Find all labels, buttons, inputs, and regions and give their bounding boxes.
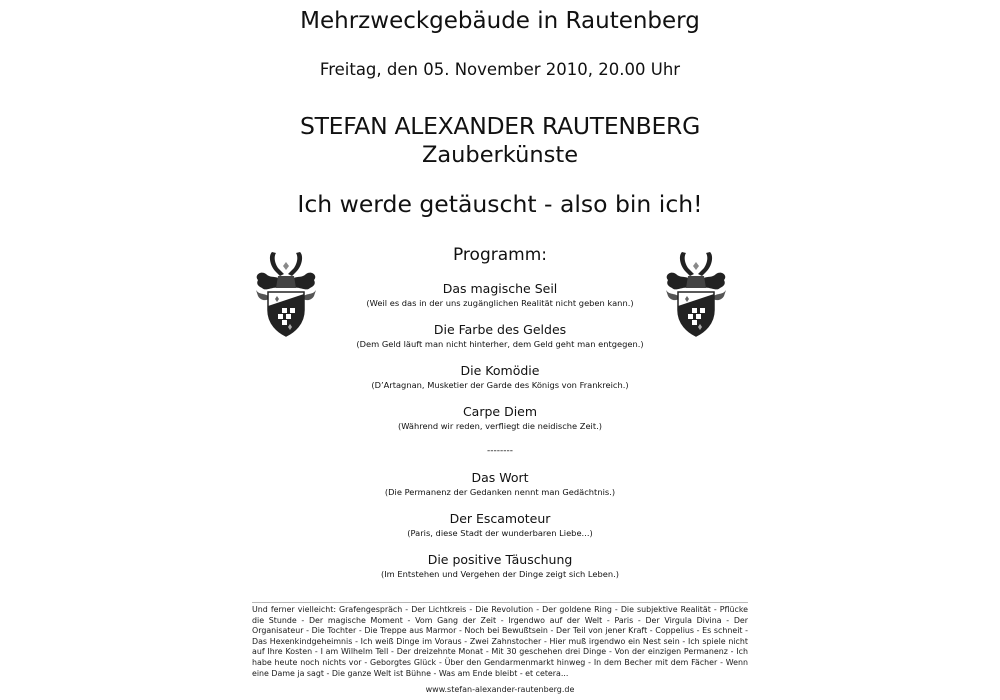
program-item-title: Carpe Diem [462, 404, 538, 419]
program-item [250, 281, 750, 309]
program-item-desc: (Dem Geld läuft man nicht hinterher, dem Geld geht man entgegen.) [356, 339, 644, 349]
footer-divider [252, 602, 748, 603]
event-date: Freitag, den 05. November 2010, 20.00 Uhr [319, 60, 681, 79]
website-link[interactable]: www.stefan-alexander-rautenberg.de [425, 685, 575, 694]
performance-subtitle: Zauberkünste [421, 142, 579, 168]
program-item-title: Die Farbe des Geldes [433, 322, 567, 337]
motto: Ich werde getäuscht - also bin ich! [297, 190, 703, 218]
program-item-desc: (Im Entstehen und Vergehen der Dinge zeigt sich Leben.) [380, 569, 620, 579]
program-item-title: Die Komödie [460, 363, 540, 378]
program-item [250, 404, 750, 432]
program-item-title: Die positive Täuschung [427, 552, 573, 567]
venue-heading: Mehrzweckgebäude in Rautenberg [300, 8, 700, 34]
performer-name: STEFAN ALEXANDER RAUTENBERG [300, 112, 700, 140]
further-acts-text: Und ferner vielleicht: Grafengespräch - Der Lichtkreis - Die Revolution - Der goldene Ring - Die subjektive Realität - Pflücke die Stunde - Der magische Moment - Vom Gang der Zeit - Irgendwo auf der Welt - Paris - Der Virgula Divina - Der Organisateur - Die Tochter - Die Treppe aus Marmor - Noch bei Bewußtsein - Der Teil von jener Kraft - Coppelius - Es schneit - Das Hexenkindgeheimnis - Ich weiß Dinge im Voraus - Zwei Zahnstocher - Hier muß irgendwo ein Nest sein - Ich spiele nicht auf Ihre Kosten - I am Wilhelm Tell - Der dreizehnte Monat - Mit 30 geschehen drei Dinge - Von der einzigen Permanenz - Ich habe heute noch nichts vor - Geborgtes Glück - Über den Gendarmenmarkt hinweg - In dem Becher mit dem Fächer - Wenn eine Dame ja sagt - Die ganze Welt ist Bühne - Was am Ende bleibt - et cetera... [252, 605, 748, 678]
program-item-title: Der Escamoteur [449, 511, 551, 526]
program-item [250, 363, 750, 391]
program-item-title: Das magische Seil [442, 281, 558, 296]
program-separator: -------- [487, 446, 513, 456]
program-item-desc: (D’Artagnan, Musketier der Garde des Königs von Frankreich.) [371, 380, 629, 390]
program-item [250, 470, 750, 498]
program-heading: Programm: [452, 245, 547, 265]
program-item-title: Das Wort [471, 470, 529, 485]
program-item-desc: (Paris, diese Stadt der wunderbaren Liebe...) [407, 528, 593, 538]
program-item-desc: (Während wir reden, verfliegt die neidische Zeit.) [397, 421, 602, 431]
program-item-desc: (Weil es das in der uns zugänglichen Realität nicht geben kann.) [366, 298, 634, 308]
program-item-desc: (Die Permanenz der Gedanken nennt man Gedächtnis.) [384, 487, 616, 497]
program-item [250, 552, 750, 580]
program-item [250, 511, 750, 539]
program-item [250, 322, 750, 350]
